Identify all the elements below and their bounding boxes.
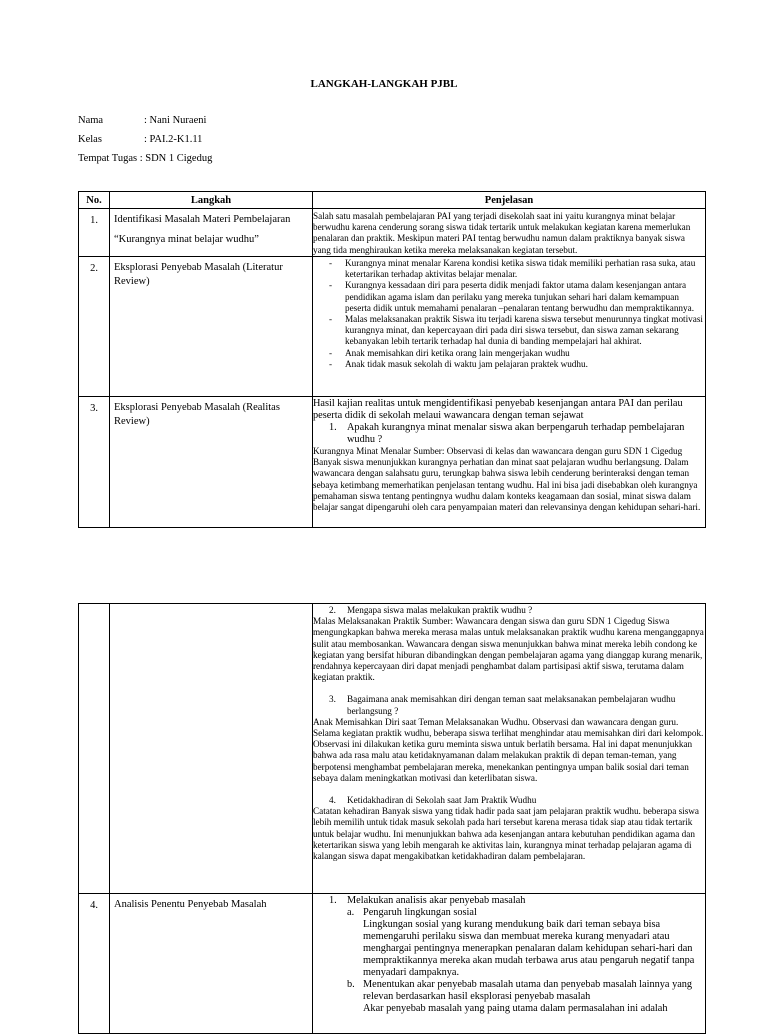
page-title: LANGKAH-LANGKAH PJBL [310,78,458,90]
info-kelas-value: : PAI.2-K1.11 [144,134,203,145]
question-item: 1. Apakah kurangnya minat menalar siswa akan berpengaruh terhadap pembelajaran wudhu ? [329,422,685,445]
row-langkah [110,604,313,894]
info-tempat-label: Tempat Tugas [78,153,138,164]
list-item: - Malas melaksanakan praktik Siswa itu terjadi karena siswa tersebut menurunnya tingkat motivasi kurangnya minat, dan kepercayaan diri pada diri siswa tersebut, dan siswa zaman sekarang kebanyakan lebih tertarik terhadap hal dunia di banding mempelajari hal akhirat. [329,314,703,347]
info-nama-label: Nama [78,115,104,126]
answer-text: Malas Melaksanakan Praktik Sumber: Wawancara dengan siswa dan guru SDN 1 Cigedug Siswa mengungkapkan bahwa mereka merasa malas untuk melaksanakan praktik wudhu karena menganggapnya sulit atau membosankan. Wawancara dengan siswa menunjukkan bahwa minat mereka lebih condong ke kegiatan yang bersifat hiburan dibandingkan dengan pembelajaran agama yang dianggap kurang menarik, rendahnya kepercayaan diri dapat menjadi penghambat dalam partisipasi aktif siswa, terutama dalam kegiatan praktik. [313,616,704,683]
list-item: - Anak memisahkan diri ketika orang lain mengerjakan wudhu [329,347,570,358]
penyebab-list [313,258,705,370]
question-item: 3. Bagaimana anak memisahkan diri dengan teman saat melaksanakan pembelajaran wudhu berlangsung ? [329,694,676,716]
header-no: No. [79,192,110,209]
table-header-row [79,192,706,209]
header-penjelasan: Penjelasan [313,192,706,209]
row-number: 3. [79,397,110,528]
info-tempat-value: : SDN 1 Cigedug [139,153,213,164]
row-penjelasan [313,209,706,257]
list-item: - Anak tidak masuk sekolah di waktu jam pelajaran praktek wudhu. [329,358,588,369]
analysis-sub-item: a. Pengaruh lingkungan sosial [347,907,477,918]
table-row [79,604,706,894]
row-number: 4. [79,894,110,1034]
row-number: 1. [79,209,110,257]
penjelasan-text: Salah satu masalah pembelajaran PAI yang terjadi disekolah saat ini yaitu kurangnya minat belajar berwudhu karena cenderung sorang siswa tidak tertarik untuk melakukan kegiatan karena memerlukan penalaran dan praktik. Meskipun materi PAI tentag berwudhu namun dalam praktiknya banyak siswa yang tida menghiraukan ketika mereka melaksanakan kegiatan tersebut. [313,211,691,255]
analysis-step: 1. Melakukan analisis akar penyebab masalah [329,895,526,906]
info-kelas [78,134,202,145]
row-number: 2. [79,257,110,397]
pjbl-table [78,191,706,528]
table-row [79,257,706,397]
row-langkah [110,209,313,257]
info-kelas-label: Kelas [78,134,102,145]
row-penjelasan [313,257,706,397]
row-langkah: Analisis Penentu Penyebab Masalah [110,894,313,1034]
langkah-text: Identifikasi Masalah Materi Pembelajaran [114,214,291,225]
question-item: 4. Ketidakhadiran di Sekolah saat Jam Praktik Wudhu [329,795,537,806]
answer-text: Kurangnya Minat Menalar Sumber: Observasi di kelas dan wawancara dengan guru SDN 1 Cigedug Banyak siswa menunjukkan kurangnya perhatian dan minat saat pelajaran wudhu berlangsung. Dalam wawancara dengan salahsatu guru, terungkap bahwa siswa lebih cenderung berinteraksi dengan teman sebaya ketimbang memerhatikan penjelasan tentang wudhu. Hal ini bisa jadi disebabkan oleh kurangnya pemahaman siswa tentang pentingnya wudhu dalam konteks keagamaan dan sosial, minat siswa dalam belajar sangat dipengaruhi oleh cara penyampaian materi dan relevansinya dengan kehidupan sehari-hari. [313,446,701,513]
row-langkah: Eksplorasi Penyebab Masalah (Realitas Review) [110,397,313,528]
analysis-sub-text: Akar penyebab masalah yang paing utama dalam permasalahan ini adalah [363,1003,668,1014]
list-item: - Kurangnya minat menalar Karena kondisi ketika siswa tidak memiliki perhatian rasa suka, atau ketertarikan terhadap aktivitas belajar menalar. [329,258,696,280]
analysis-sub-item: b. Menentukan akar penyebab masalah utama dan penyebab masalah lainnya yang relevan berdasarkan hasil eksplorasi penyebab masalah [347,979,693,1002]
table-row [79,894,706,1034]
info-tempat [78,153,212,164]
info-nama [78,115,206,126]
header-langkah: Langkah [110,192,313,209]
row-penjelasan [313,397,706,528]
langkah-quote: “Kurangnya minat belajar wudhu” [114,233,259,245]
realitas-intro: Hasil kajian realitas untuk mengidentifikasi penyebab kesenjangan antara PAI dan perilau peserta didik di sekolah melaui wawancara dengan teman sejawat [313,398,683,421]
row-langkah: Eksplorasi Penyebab Masalah (Literatur Review) [110,257,313,397]
row-penjelasan [313,604,706,894]
row-penjelasan [313,894,706,1034]
info-nama-value: : Nani Nuraeni [144,115,207,126]
table-row [79,209,706,257]
answer-text: Catatan kehadiran Banyak siswa yang tidak hadir pada saat jam pelajaran praktik wudhu. beberapa siswa lebih memilih untuk tidak masuk sekolah pada hari tersebut karena merasa tidak siap atau tidak tertarik untuk belajar wudhu. Ini menunjukkan bahwa ada kesenjangan antara kebutuhan pendidikan agama dan ketertarikan siswa yang lebih mengarah ke aktivitas lain, kurangnya minat terhadap pelajaran agama di kalangan siswa dapat mengakibatkan ketidakhadiran dalam pembelajaran. [313,806,699,862]
table-row [79,397,706,528]
question-item: 2. Mengapa siswa malas melakukan praktik wudhu ? [329,605,533,615]
list-item: - Kurangnya kessadaan diri para peserta didik menjadi faktor utama dalam kesenjangan antara pendidikan agama islam dan perilaku yang mereka tunjukan sehari hari dalam kemampuan peserta didik untuk memahami penalaran –penalaran tentang berwudhu dan mempraktikannya. [329,280,694,313]
answer-text: Anak Memisahkan Diri saat Teman Melaksanakan Wudhu. Observasi dan wawancara dengan guru. Selama kegiatan praktik wudhu, beberapa siswa terlihat menghindar atau memisahkan diri dari kelompok. Observasi ini dilakukan ketika guru meminta siswa untuk berlatih bersama. Hal ini dapat menunjukkan bahwa ada rasa malu atau ketidaknyamanan dalam melakukan praktik di depan teman-teman, yang berpotensi menghambat pembelajaran mereka, menekankan pentingnya umpan balik sosial dari teman sebaya dalam meningkatkan motivasi dan keterlibatan siswa. [313,716,704,783]
row-number [79,604,110,894]
pjbl-table-continued [78,603,706,1034]
analysis-sub-text: Lingkungan sosial yang kurang mendukung baik dari teman sebaya bisa memengaruhi perilaku siswa dan membuat mereka kurang menyadari atau menghargai pentingnya menerapkan penalaran dalam kehidupan sehari-hari dan mempraktikannya mereka akan mudah terbawa arus atau pengaruh negatif tanpa menyadari dampaknya. [363,919,695,978]
